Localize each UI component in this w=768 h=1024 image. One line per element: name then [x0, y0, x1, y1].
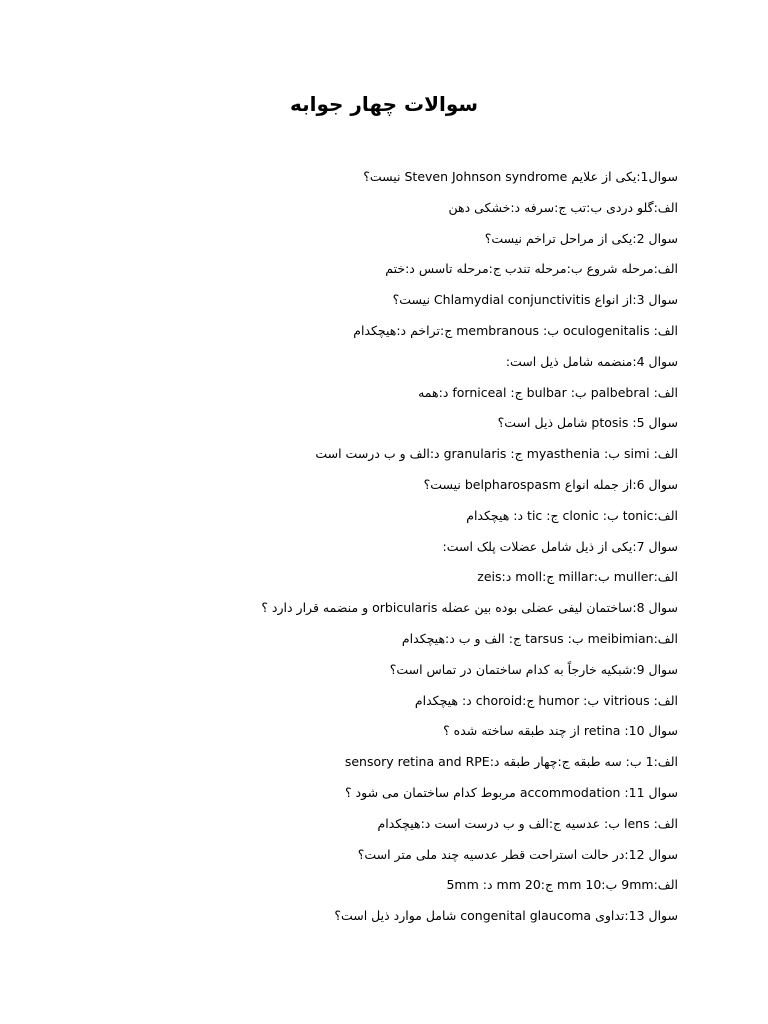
- options-11: الف: lens ب: عدسیه ج:الف و ب درست است د:هیچکدام: [377, 815, 678, 831]
- question-4: سوال 4:منضمه شامل ذیل است:: [505, 353, 678, 369]
- options-12: الف:9mm ب:10 mm ج:20 mm د: 5mm: [446, 877, 678, 893]
- options-4: الف: palbebral ب: bulbar ج: forniceal د:همه: [418, 384, 678, 400]
- question-3: سوال 3:از انواع Chlamydial conjunctivitis نیست؟: [392, 292, 678, 308]
- question-12: سوال 12:در حالت استراحت قطر عدسیه چند ملی متر است؟: [357, 846, 678, 862]
- options-3: الف: oculogenitalis ب: membranous ج:تراخم د:هیچکدام: [353, 322, 678, 338]
- question-9: سوال 9:شبکیه خارجاً به کدام ساختمان در تماس است؟: [389, 661, 678, 677]
- question-8: سوال 8:ساختمان لیفی عضلی بوده بین عضله orbicularis و منضمه قرار دارد ؟: [261, 600, 678, 616]
- options-2: الف:مرحله شروع ب:مرحله تندب ج:مرحله تاسس د:ختم: [385, 261, 678, 277]
- question-1: سوال1:یکی از علایم Steven Johnson syndrome نیست؟: [363, 169, 678, 184]
- options-10: الف:1 ب: سه طبقه ج:چهار طبقه د:sensory retina and RPE: [344, 754, 678, 770]
- options-9: الف: vitrious ب: humor ج:choroid د: هیچکدام: [414, 692, 678, 708]
- options-6: الف:tonic ب: clonic ج: tic د: هیچکدام: [466, 507, 678, 523]
- question-5: سوال 5: ptosis شامل ذیل است؟: [497, 415, 678, 431]
- question-6: سوال 6:از جمله انواع belpharospasm نیست؟: [423, 476, 678, 492]
- options-1: الف:گلو دردی ب:تب ج:سرفه د:خشکی دهن: [448, 199, 678, 215]
- options-7: الف:muller ب:millar ج:moll د:zeis: [477, 569, 678, 585]
- question-13: سوال 13:تداوی congenital glaucoma شامل موارد ذیل است؟: [334, 908, 678, 924]
- question-list: [198, 162, 678, 932]
- question-2: سوال 2:یکی از مراحل تراخم نیست؟: [484, 230, 678, 246]
- question-10: سوال 10: retina از چند طبقه ساخته شده ؟: [443, 723, 678, 739]
- question-7: سوال 7:یکی از ذیل شامل عضلات پلک است:: [442, 538, 678, 554]
- page-title: سوالات چهار جوابه: [289, 92, 479, 116]
- options-5: الف: simi ب: myasthenia ج: granularis د:الف و ب درست است: [315, 446, 678, 462]
- options-8: الف:meibimian ب: tarsus ج: الف و ب د:هیچکدام: [401, 630, 678, 646]
- question-11: سوال 11: accommodation مربوط کدام ساختمان می شود ؟: [344, 784, 678, 800]
